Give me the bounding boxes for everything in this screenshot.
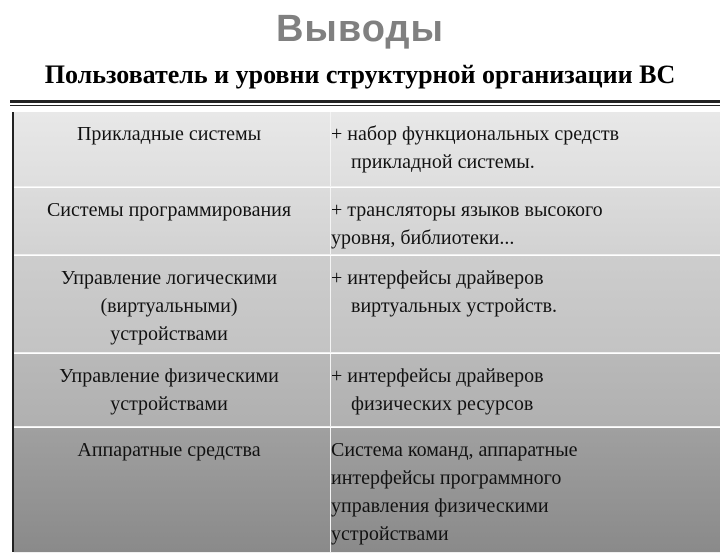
level-name-cell [14,188,324,254]
level-description-text: Система команд, аппаратные [331,439,578,461]
level-name-cell [14,428,324,552]
level-name-cell [14,256,324,352]
level-name-text: Прикладные системы [76,123,262,145]
level-description-text: прикладной системы. [351,151,535,173]
level-description-text: управления физическими [331,495,549,517]
table-row [14,354,720,427]
level-name-text: устройствами [110,393,228,415]
level-description-cell [330,112,720,186]
level-description-cell [330,188,720,254]
level-name-text: Управление логическими [60,267,278,289]
level-description-text: виртуальных устройств. [351,295,558,317]
level-name-text: Управление физическими [59,365,279,387]
table-row [14,112,720,187]
level-description-cell [330,354,720,426]
level-description-text: + интерфейсы драйверов [331,267,544,289]
level-description-text: интерфейсы программного [331,467,562,489]
level-name-text: Системы программирования [46,199,292,221]
level-description-text: + трансляторы языков высокого [331,199,603,221]
level-description-cell [330,428,720,552]
level-description-text: устройствами [331,523,449,545]
level-name-text: устройствами [110,323,228,345]
level-description-text: + интерфейсы драйверов [331,365,544,387]
table-row [14,188,720,255]
header-rule-thick [10,100,720,103]
header-rule-thin [10,105,720,106]
level-name-cell [14,112,324,186]
table-row [14,428,720,553]
level-name-text: (виртуальными) [100,295,238,317]
level-description-text: + набор функциональных средств [331,123,620,145]
slide-title: Выводы [275,8,445,50]
level-name-text: Аппаратные средства [77,439,261,461]
level-description-text: физических ресурсов [351,393,534,415]
levels-table [12,112,720,552]
level-name-cell [14,354,324,426]
table-row [14,256,720,353]
slide-subtitle: Пользователь и уровни структурной организации ВС [44,60,676,89]
level-description-cell [330,256,720,352]
level-description-text: уровня, библиотеки... [331,227,515,249]
